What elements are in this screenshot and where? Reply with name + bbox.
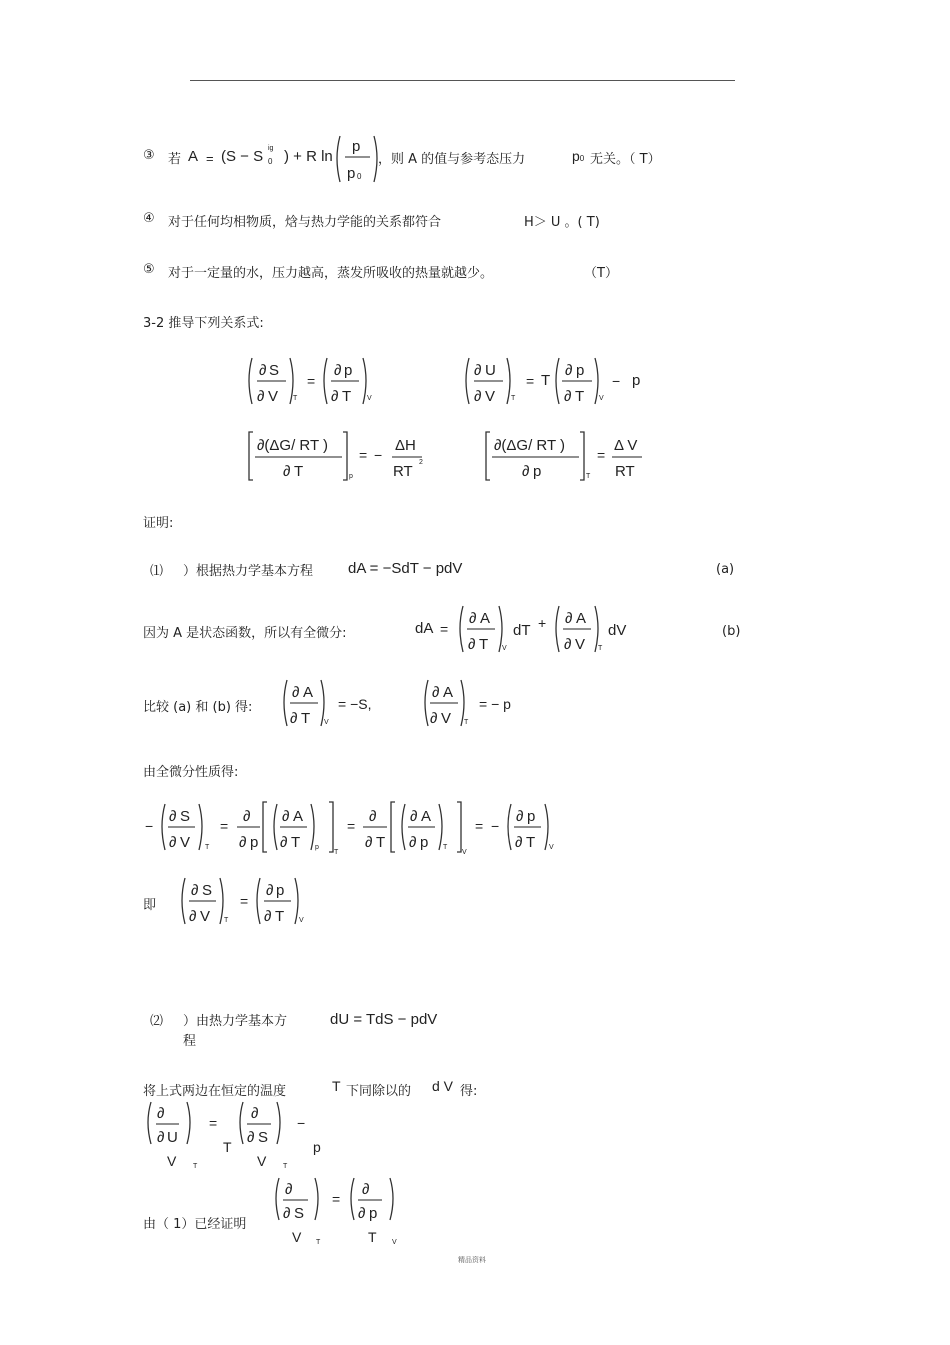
- svg-text:∂: ∂: [468, 636, 476, 653]
- svg-text:T: T: [224, 917, 229, 924]
- svg-text:−: −: [491, 818, 500, 834]
- svg-text:V: V: [299, 917, 304, 924]
- svg-text:+: +: [538, 615, 547, 631]
- svg-text:∂: ∂: [565, 610, 573, 627]
- svg-text:T: T: [342, 388, 352, 405]
- svg-text:dV: dV: [608, 622, 627, 639]
- gibbs-helmholtz-eq-2: [482, 428, 682, 488]
- svg-text:T: T: [205, 844, 210, 851]
- maxwell-eq-2: [462, 354, 662, 410]
- svg-text:∂: ∂: [365, 834, 373, 851]
- step-1-tag: (a): [716, 562, 735, 577]
- svg-text:V: V: [549, 844, 554, 851]
- svg-text:=: =: [332, 1191, 341, 1207]
- proved-text: 由（ 1）已经证明: [143, 1217, 247, 1232]
- svg-text:V: V: [268, 388, 279, 405]
- svg-text:V: V: [392, 1239, 397, 1246]
- svg-text:V: V: [462, 849, 467, 856]
- proved-equation: [272, 1174, 412, 1250]
- svg-text:∂: ∂: [474, 362, 482, 379]
- proof-label: 证明:: [143, 516, 174, 531]
- svg-text:2: 2: [419, 459, 423, 466]
- svg-text:T: T: [479, 636, 489, 653]
- divide-text-a: 将上式两边在恒定的温度: [143, 1084, 287, 1099]
- svg-text:T: T: [526, 834, 536, 851]
- svg-text:∂: ∂: [564, 388, 572, 405]
- step-1-text: ）根据热力学基本方程: [183, 564, 314, 579]
- svg-text:T: T: [283, 1163, 288, 1170]
- step-2-text-line1: ）由热力学基本方: [183, 1014, 288, 1029]
- mixed-derivative-chain: [143, 798, 563, 858]
- svg-text:∂: ∂: [283, 463, 291, 480]
- step-1-equation: dA = −SdT − pdV: [348, 560, 463, 577]
- svg-text:A: A: [303, 684, 314, 701]
- item-3-lhs: A: [188, 148, 199, 165]
- step-2-number: ⑵: [150, 1014, 164, 1029]
- header-rule: [190, 80, 735, 81]
- divide-T: T: [332, 1078, 341, 1094]
- svg-text:V: V: [167, 1153, 177, 1169]
- svg-text:∂: ∂: [157, 1105, 165, 1122]
- svg-text:T: T: [541, 372, 551, 389]
- compare-results: [280, 676, 540, 732]
- svg-text:=: =: [440, 621, 449, 637]
- svg-text:V: V: [599, 395, 604, 402]
- svg-text:∂: ∂: [257, 388, 265, 405]
- ji-text: 即: [143, 898, 157, 913]
- item-3-text-mid: ，则 A 的值与参考态压力: [378, 152, 526, 167]
- item-3-left-paren: [337, 136, 340, 182]
- svg-text:∂: ∂: [430, 710, 438, 727]
- step-2-equation: dU = TdS − pdV: [330, 1011, 438, 1028]
- total-differential-dA: [415, 602, 645, 658]
- svg-text:p: p: [369, 1205, 378, 1222]
- svg-text:∂: ∂: [358, 1205, 366, 1222]
- svg-text:T: T: [368, 1229, 377, 1245]
- svg-text:T: T: [443, 844, 448, 851]
- svg-text:T: T: [293, 395, 298, 402]
- svg-text:Δ V: Δ V: [614, 437, 638, 454]
- svg-text:S: S: [202, 882, 213, 899]
- svg-text:T: T: [223, 1139, 232, 1155]
- svg-text:p: p: [344, 362, 353, 379]
- svg-text:∂: ∂: [565, 362, 573, 379]
- item-4-text: 对于任何均相物质，焓与热力学能的关系都符合: [168, 215, 442, 230]
- svg-text:−: −: [374, 447, 383, 463]
- svg-text:p: p: [533, 463, 542, 480]
- svg-text:p: p: [632, 372, 641, 389]
- item-3-sub-0: 0: [268, 157, 273, 166]
- svg-text:∂: ∂: [264, 908, 272, 925]
- svg-text:V: V: [485, 388, 496, 405]
- svg-text:ΔH: ΔH: [395, 437, 416, 454]
- item-4-number: ④: [143, 211, 155, 226]
- svg-text:= − p: = − p: [479, 696, 511, 712]
- svg-text:∂: ∂: [247, 1129, 255, 1146]
- svg-text:∂: ∂: [290, 710, 298, 727]
- svg-text:∂: ∂: [169, 834, 177, 851]
- svg-text:∂: ∂: [410, 808, 418, 825]
- item-3-eq: =: [206, 151, 214, 166]
- svg-text:=: =: [526, 373, 535, 389]
- svg-text:∂: ∂: [469, 610, 477, 627]
- svg-text:T: T: [291, 834, 301, 851]
- svg-text:A: A: [443, 684, 454, 701]
- svg-text:V: V: [367, 395, 372, 402]
- item-5-answer: （T）: [584, 266, 618, 281]
- svg-text:=: =: [475, 818, 484, 834]
- section-heading: 3-2 推导下列关系式:: [143, 316, 264, 331]
- item-3-frac-den-sub: 0: [357, 172, 362, 181]
- svg-text:∂: ∂: [564, 636, 572, 653]
- item-3-formula: [188, 130, 388, 186]
- divide-dV: d V: [432, 1078, 454, 1094]
- compare-text: 比较 (a) 和 (b) 得:: [143, 700, 253, 715]
- svg-text:=: =: [220, 818, 229, 834]
- item-5-number: ⑤: [143, 262, 155, 277]
- svg-text:dA: dA: [415, 620, 434, 637]
- item-4-relation: H＞ U 。( T): [524, 215, 600, 230]
- svg-text:∂: ∂: [189, 908, 197, 925]
- svg-text:p: p: [276, 882, 285, 899]
- svg-text:T: T: [275, 908, 285, 925]
- svg-text:p: p: [576, 362, 585, 379]
- svg-text:V: V: [324, 719, 329, 726]
- svg-text:∂: ∂: [259, 362, 267, 379]
- svg-text:∂: ∂: [157, 1129, 165, 1146]
- svg-text:S: S: [269, 362, 280, 379]
- item-3-rln: ) + R ln: [284, 148, 333, 165]
- svg-text:T: T: [575, 388, 585, 405]
- svg-text:=: =: [307, 373, 316, 389]
- svg-text:∂: ∂: [409, 834, 417, 851]
- svg-text:V: V: [575, 636, 586, 653]
- item-3-right-paren: [374, 136, 377, 182]
- svg-text:U: U: [167, 1129, 178, 1146]
- svg-text:T: T: [301, 710, 311, 727]
- svg-text:S: S: [258, 1129, 269, 1146]
- svg-text:A: A: [293, 808, 304, 825]
- svg-text:∂: ∂: [285, 1181, 293, 1198]
- svg-text:T: T: [376, 834, 386, 851]
- item-5-text: 对于一定量的水，压力越高，蒸发所吸收的热量就越少。: [168, 266, 494, 281]
- maxwell-result-1: [178, 874, 318, 930]
- svg-text:RT: RT: [615, 463, 635, 480]
- svg-text:∂: ∂: [243, 808, 251, 825]
- svg-text:∂: ∂: [292, 684, 300, 701]
- step-b-text: 因为 A 是状态函数，所以有全微分:: [143, 626, 347, 641]
- svg-text:U: U: [485, 362, 496, 379]
- svg-text:∂(ΔG/ RT ): ∂(ΔG/ RT ): [494, 437, 566, 454]
- svg-text:∂: ∂: [266, 882, 274, 899]
- svg-text:∂: ∂: [280, 834, 288, 851]
- divide-text-c: 得:: [460, 1084, 478, 1099]
- svg-text:∂: ∂: [515, 834, 523, 851]
- svg-text:∂: ∂: [331, 388, 339, 405]
- divide-text-b: 下同除以的: [346, 1084, 412, 1099]
- svg-text:p: p: [420, 834, 429, 851]
- maxwell-eq-1: [245, 354, 395, 410]
- svg-text:∂: ∂: [516, 808, 524, 825]
- step-b-tag: (b): [722, 624, 741, 639]
- svg-text:=: =: [359, 447, 368, 463]
- item-3-frac-num: p: [352, 138, 361, 155]
- svg-text:S: S: [180, 808, 191, 825]
- svg-text:∂: ∂: [432, 684, 440, 701]
- svg-text:T: T: [586, 473, 591, 480]
- svg-text:RT: RT: [393, 463, 413, 480]
- svg-text:A: A: [480, 610, 491, 627]
- item-3-number: ③: [143, 148, 155, 163]
- svg-text:A: A: [576, 610, 587, 627]
- svg-text:p: p: [315, 844, 319, 851]
- svg-text:=: =: [209, 1115, 218, 1131]
- svg-text:∂: ∂: [474, 388, 482, 405]
- svg-text:∂: ∂: [334, 362, 342, 379]
- svg-text:∂: ∂: [283, 1205, 291, 1222]
- svg-text:−: −: [612, 373, 621, 389]
- svg-text:T: T: [316, 1239, 321, 1246]
- svg-text:V: V: [180, 834, 191, 851]
- item-3-sup-ig: ig: [268, 145, 274, 152]
- svg-text:T: T: [598, 645, 603, 652]
- svg-text:∂: ∂: [362, 1181, 370, 1198]
- svg-text:∂: ∂: [282, 808, 290, 825]
- item-3-term: (S − S: [221, 148, 264, 165]
- svg-text:∂: ∂: [191, 882, 199, 899]
- item-3-prefix: 若: [168, 152, 182, 167]
- gibbs-helmholtz-eq-1: [245, 428, 445, 488]
- svg-text:=: =: [597, 447, 606, 463]
- svg-text:−: −: [297, 1115, 306, 1131]
- svg-text:=: =: [240, 893, 249, 909]
- svg-text:=: =: [347, 818, 356, 834]
- svg-text:∂: ∂: [251, 1105, 259, 1122]
- svg-text:∂: ∂: [522, 463, 530, 480]
- step-2-text-line2: 程: [183, 1034, 197, 1049]
- total-diff-text: 由全微分性质得:: [143, 765, 239, 780]
- svg-text:−: −: [145, 818, 154, 834]
- svg-text:∂(ΔG/ RT ): ∂(ΔG/ RT ): [257, 437, 329, 454]
- svg-text:p: p: [313, 1139, 321, 1155]
- svg-text:dT: dT: [513, 622, 531, 639]
- page-footer: 精品资料: [458, 1256, 486, 1264]
- svg-text:T: T: [193, 1163, 198, 1170]
- svg-text:V: V: [257, 1153, 267, 1169]
- svg-text:T: T: [511, 395, 516, 402]
- item-3-p0: p0: [572, 148, 585, 164]
- step-1-number: ⑴: [150, 564, 164, 579]
- divided-equation: [143, 1098, 343, 1174]
- svg-text:T: T: [464, 719, 469, 726]
- svg-text:= −S,: = −S,: [338, 696, 372, 712]
- svg-text:V: V: [502, 645, 507, 652]
- item-3-frac-den: p: [347, 165, 356, 182]
- svg-text:∂: ∂: [239, 834, 247, 851]
- item-3-text-end: 无关。（ T）: [590, 152, 661, 167]
- svg-text:p: p: [349, 473, 353, 480]
- svg-text:T: T: [334, 849, 339, 856]
- svg-text:V: V: [200, 908, 211, 925]
- svg-text:V: V: [292, 1229, 302, 1245]
- svg-text:S: S: [294, 1205, 305, 1222]
- svg-text:∂: ∂: [169, 808, 177, 825]
- svg-text:∂: ∂: [369, 808, 377, 825]
- svg-text:V: V: [441, 710, 452, 727]
- svg-text:p: p: [527, 808, 536, 825]
- svg-text:T: T: [294, 463, 304, 480]
- svg-text:p: p: [250, 834, 259, 851]
- svg-text:A: A: [421, 808, 432, 825]
